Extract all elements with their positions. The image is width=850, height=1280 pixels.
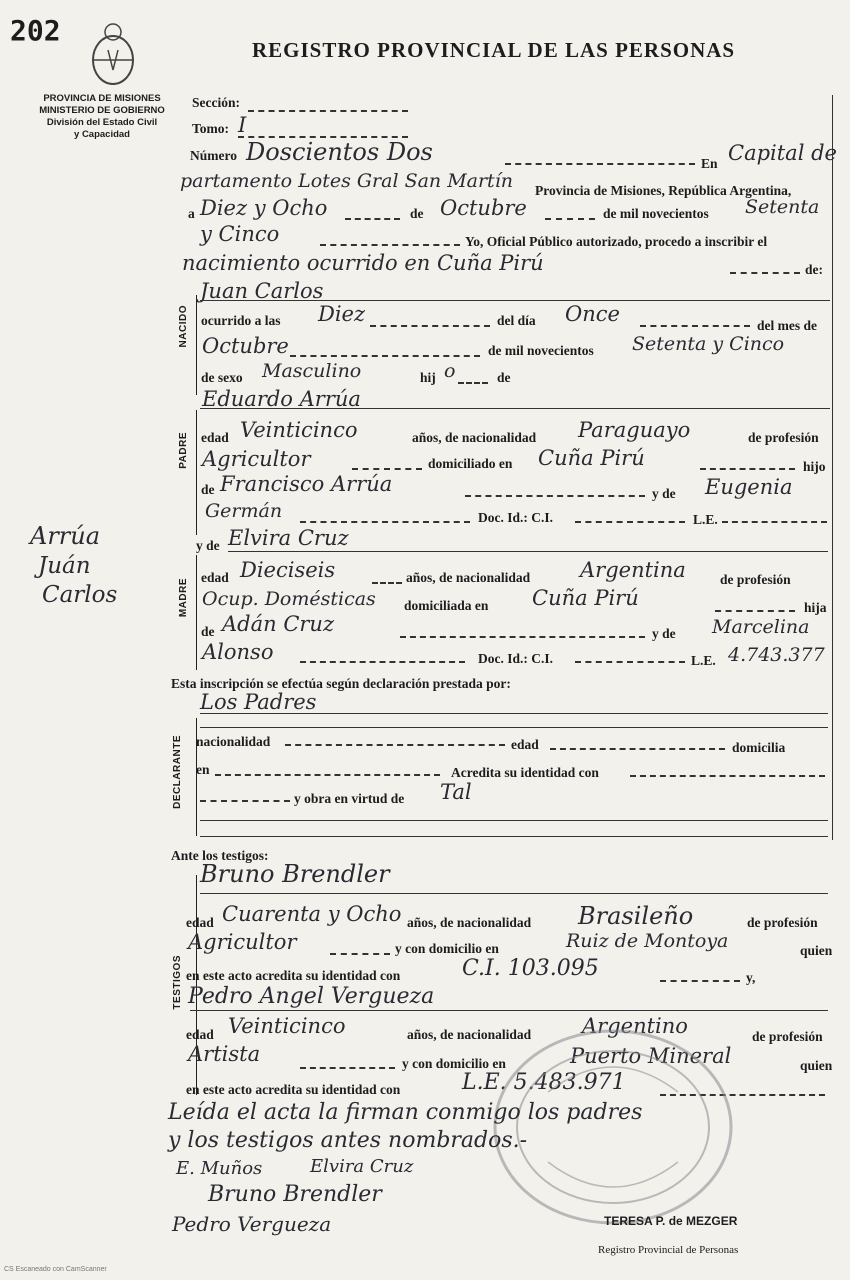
seccion-label: Sección: xyxy=(192,95,240,110)
nacido-year-prefix: de mil novecientos xyxy=(488,343,594,358)
year-value-2: y Cinco xyxy=(200,222,280,246)
declarante-acredita-label: Acredita su identidad con xyxy=(451,765,599,780)
year-prefix: de mil novecientos xyxy=(603,206,709,221)
witness-1-name: Bruno Brendler xyxy=(200,860,390,888)
nacido-day-value: Once xyxy=(565,302,620,326)
madre-nac-value: Argentina xyxy=(580,558,686,582)
witness-2-name: Pedro Angel Vergueza xyxy=(188,984,435,1009)
witness-2-acredita-label: en este acto acredita su identidad con xyxy=(186,1082,401,1097)
declarante-domicilia-label: domicilia xyxy=(732,740,786,755)
witness-2-dom-label: y con domicilio en xyxy=(402,1056,506,1071)
padre-nac-value: Paraguayo xyxy=(578,418,691,442)
padre-mother-value-2: Germán xyxy=(205,500,283,522)
witness-1-edad-value: Cuarenta y Ocho xyxy=(222,902,402,926)
a-label: a xyxy=(188,206,195,221)
nacido-year-value: Setenta y Cinco xyxy=(632,333,785,355)
year-value-1: Setenta xyxy=(745,196,820,218)
padre-prof-label: de profesión xyxy=(748,430,819,445)
nacido-de-label: de xyxy=(497,370,511,385)
numero-value: Doscientos Dos xyxy=(246,138,433,166)
tomo-label: Tomo: xyxy=(192,121,230,136)
section-declarante: DECLARANTE xyxy=(172,735,183,809)
witness-1-edad-label: edad xyxy=(186,915,214,930)
official-stamp-icon xyxy=(488,1022,738,1232)
madre-le-label: L.E. xyxy=(691,653,716,668)
padre-hijo-label: hijo xyxy=(803,459,826,474)
madre-y-de-label: y de xyxy=(196,538,220,553)
ministry-name: MINISTERIO DE GOBIERNO xyxy=(39,105,165,116)
padre-mother-value-1: Eugenia xyxy=(705,475,793,499)
padre-dom-value: Cuña Pirú xyxy=(538,446,645,470)
padre-le-label: L.E. xyxy=(693,512,718,527)
hour-value: Diez xyxy=(318,302,366,326)
closing-line-1: Leída el acta la firman conmigo los padres xyxy=(168,1100,643,1125)
declarante-edad-label: edad xyxy=(511,737,539,752)
declarante-nac-label: nacionalidad xyxy=(196,734,271,749)
padre-bar xyxy=(196,410,197,535)
madre-mother-value-2: Alonso xyxy=(202,640,274,664)
tomo-value: I xyxy=(238,113,247,137)
registry-title: REGISTRO PROVINCIAL DE LAS PERSONAS xyxy=(252,38,736,62)
de-label: de xyxy=(410,206,424,221)
padre-edad-label: edad xyxy=(201,430,229,445)
sexo-label: de sexo xyxy=(201,370,243,385)
witness-1-y-label: y, xyxy=(746,970,756,985)
padre-de-label: de xyxy=(201,482,215,497)
madre-de-label: de xyxy=(201,624,215,639)
madre-mother-value-1: Marcelina xyxy=(712,616,810,638)
witness-2-id-value: L.E. 5.483.971 xyxy=(462,1070,626,1095)
padre-father-value: Francisco Arrúa xyxy=(220,472,393,496)
madre-prof-value: Ocup. Domésticas xyxy=(202,588,376,610)
madre-le-value: 4.743.377 xyxy=(728,644,825,666)
section-testigos: TESTIGOS xyxy=(172,955,183,1010)
witness-1-dom-label: y con domicilio en xyxy=(395,941,499,956)
de-colon: de: xyxy=(805,262,823,277)
numero-label: Número xyxy=(190,148,237,163)
event-value: nacimiento ocurrido en Cuña Pirú xyxy=(182,251,544,275)
closing-line-2: y los testigos antes nombrados.- xyxy=(168,1128,528,1153)
day-value: Diez y Ocho xyxy=(200,196,328,220)
witness-1-quien-label: quien xyxy=(800,943,833,958)
place-line-1: Capital de xyxy=(728,141,837,165)
ocurrido-label: ocurrido a las xyxy=(201,313,281,328)
madre-nac-label: años, de nacionalidad xyxy=(406,570,531,585)
witness-2-quien-label: quien xyxy=(800,1058,833,1073)
signature-1: E. Muños xyxy=(176,1158,263,1179)
witness-1-id-value: C.I. 103.095 xyxy=(462,956,599,981)
division-line-1: División del Estado Civil xyxy=(46,117,158,128)
witness-2-edad-value: Veinticinco xyxy=(228,1014,346,1038)
record-number: 202 xyxy=(10,14,61,47)
witness-2-prof-label: de profesión xyxy=(752,1029,823,1044)
margin-note-line-1: Arrúa xyxy=(30,522,101,550)
madre-edad-value: Dieciseis xyxy=(240,558,336,582)
madre-bar xyxy=(196,555,197,670)
testigos-intro: Ante los testigos: xyxy=(171,848,269,863)
madre-doc-label: Doc. Id.: C.I. xyxy=(478,651,554,666)
nacido-bar xyxy=(196,295,197,395)
madre-name: Elvira Cruz xyxy=(228,526,349,550)
sexo-value: Masculino xyxy=(262,360,362,382)
official-title: Registro Provincial de Personas xyxy=(598,1244,739,1256)
madre-dom-label: domiciliada en xyxy=(404,598,489,613)
del-dia-label: del día xyxy=(497,313,536,328)
padre-name: Eduardo Arrúa xyxy=(202,387,361,411)
declarante-en-label: en xyxy=(196,762,210,777)
section-padre: PADRE xyxy=(178,432,189,469)
coat-of-arms-icon xyxy=(80,20,146,92)
witness-1-nac-label: años, de nacionalidad xyxy=(407,915,532,930)
margin-note-line-2: Juán xyxy=(38,553,91,579)
section-madre: MADRE xyxy=(178,578,189,618)
signature-4: Pedro Vergueza xyxy=(172,1212,332,1236)
witness-2-nac-value: Argentino xyxy=(582,1014,688,1038)
section-nacido: NACIDO xyxy=(178,305,189,348)
padre-dom-label: domiciliado en xyxy=(428,456,513,471)
del-mes-label: del mes de xyxy=(757,318,817,333)
padre-doc-label: Doc. Id.: C.I. xyxy=(478,510,554,525)
witness-1-dom-value: Ruiz de Montoya xyxy=(566,930,729,952)
witness-2-prof-value: Artista xyxy=(188,1042,261,1066)
official-name: TERESA P. de MEZGER xyxy=(604,1214,738,1228)
witness-1-acredita-label: en este acto acredita su identidad con xyxy=(186,968,401,983)
padre-prof-value: Agricultor xyxy=(202,447,311,471)
declarante-intro: Esta inscripción se efectúa según declaración prestada por: xyxy=(171,676,511,691)
madre-father-value: Adán Cruz xyxy=(222,612,335,636)
declarante-obra-label: y obra en virtud de xyxy=(294,791,405,806)
officer-text: Yo, Oficial Público autorizado, procedo a inscribir el xyxy=(465,234,768,249)
madre-dom-value: Cuña Pirú xyxy=(532,586,639,610)
province-heading xyxy=(18,93,186,141)
signature-2: Elvira Cruz xyxy=(310,1156,414,1177)
month-value: Octubre xyxy=(440,196,527,220)
witness-2-edad-label: edad xyxy=(186,1027,214,1042)
signature-3: Bruno Brendler xyxy=(208,1182,382,1207)
madre-y-de-label-2: y de xyxy=(652,626,676,641)
madre-prof-label: de profesión xyxy=(720,572,791,587)
place-line-2: partamento Lotes Gral San Martín xyxy=(180,170,514,192)
division-line-2: y Capacidad xyxy=(74,129,130,140)
madre-edad-label: edad xyxy=(201,570,229,585)
witness-1-prof-label: de profesión xyxy=(747,915,818,930)
scanner-footer: CS Escaneado con CamScanner xyxy=(4,1266,107,1273)
hij-value: o xyxy=(444,360,456,382)
margin-note-line-3: Carlos xyxy=(42,582,118,608)
hij-label: hij xyxy=(420,370,436,385)
witness-1-nac-value: Brasileño xyxy=(578,902,694,930)
madre-hija-label: hija xyxy=(804,600,827,615)
province-name: PROVINCIA DE MISIONES xyxy=(43,93,161,104)
declarante-by-value: Los Padres xyxy=(200,690,317,714)
en-label: En xyxy=(701,156,718,171)
right-border xyxy=(832,95,833,840)
province-text: Provincia de Misiones, República Argentina, xyxy=(535,183,792,198)
padre-edad-value: Veinticinco xyxy=(240,418,358,442)
padre-y-de-label: y de xyxy=(652,486,676,501)
nacido-month-value: Octubre xyxy=(202,334,289,358)
padre-nac-label: años, de nacionalidad xyxy=(412,430,537,445)
person-name: Juan Carlos xyxy=(200,279,324,303)
witness-2-nac-label: años, de nacionalidad xyxy=(407,1027,532,1042)
witness-1-prof-value: Agricultor xyxy=(188,930,297,954)
witness-2-dom-value: Puerto Mineral xyxy=(570,1044,732,1068)
declarante-obra-value: Tal xyxy=(440,780,472,804)
